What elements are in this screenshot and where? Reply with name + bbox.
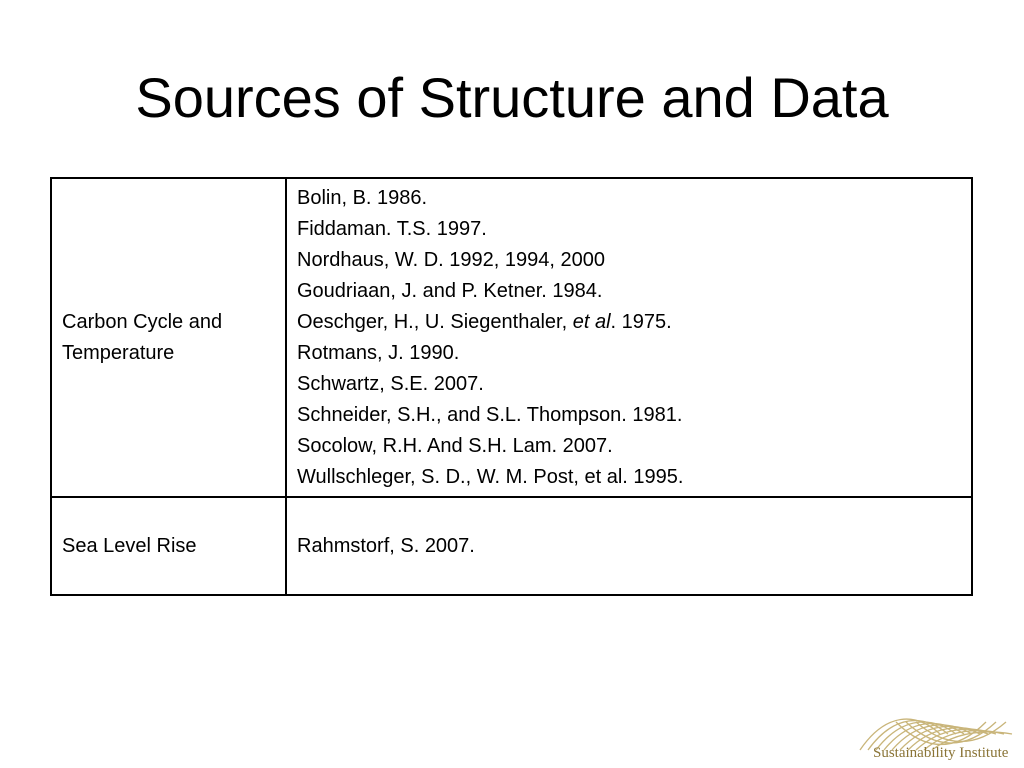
references-table	[50, 177, 973, 596]
topic-cell	[51, 178, 286, 497]
table-row	[51, 497, 972, 595]
reference-text: . 1975.	[610, 310, 672, 333]
reference-italic: et al	[572, 310, 611, 333]
reference-item: Rahmstorf, S. 2007.	[297, 534, 475, 557]
topic-line: Carbon Cycle and	[62, 310, 223, 333]
reference-list	[297, 183, 961, 493]
reference-text: Oeschger, H., U. Siegenthaler,	[297, 310, 573, 333]
reference-list	[297, 531, 961, 562]
slide-title: Sources of Structure and Data	[135, 66, 889, 129]
reference-item: Bolin, B. 1986.	[297, 186, 428, 209]
reference-item: Rotmans, J. 1990.	[297, 341, 460, 364]
table-row	[51, 178, 972, 497]
reference-item: Socolow, R.H. And S.H. Lam. 2007.	[297, 434, 613, 457]
topic-line: Sea Level Rise	[62, 534, 197, 557]
reference-item: Goudriaan, J. and P. Ketner. 1984.	[297, 279, 603, 302]
reference-item: Schneider, S.H., and S.L. Thompson. 1981.	[297, 403, 683, 426]
reference-item: Wullschleger, S. D., W. M. Post, et al. 1995.	[297, 465, 684, 488]
logo-text: Sustainability Institute	[873, 745, 1009, 761]
topic-cell	[51, 497, 286, 595]
topic-line: Temperature	[62, 341, 175, 364]
reference-item: Fiddaman. T.S. 1997.	[297, 217, 487, 240]
references-cell	[286, 178, 972, 497]
references-cell	[286, 497, 972, 595]
reference-item: Nordhaus, W. D. 1992, 1994, 2000	[297, 248, 605, 271]
reference-item	[297, 307, 961, 338]
reference-item: Schwartz, S.E. 2007.	[297, 372, 484, 395]
